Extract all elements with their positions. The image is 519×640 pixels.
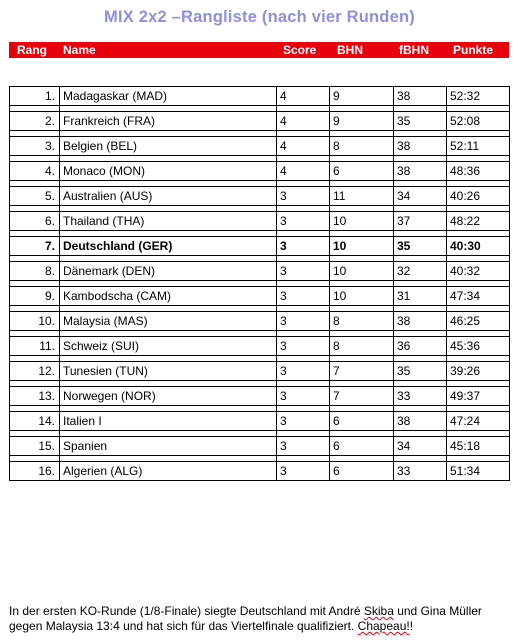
cell-name: Deutschland (GER)	[60, 237, 277, 256]
table-row	[10, 237, 510, 256]
cell-name: Dänemark (DEN)	[60, 262, 277, 281]
cell-score: 3	[277, 287, 330, 306]
header-punkte: Punkte	[453, 43, 494, 57]
cell-punkte: 48:22	[447, 212, 510, 231]
cell-score: 3	[277, 212, 330, 231]
cell-fbhn: 33	[394, 387, 447, 406]
table-row	[10, 212, 510, 231]
header-rang: Rang	[17, 43, 47, 57]
cell-bhn: 10	[330, 262, 394, 281]
cell-name: Schweiz (SUI)	[60, 337, 277, 356]
table-row	[10, 362, 510, 381]
cell-name: Tunesien (TUN)	[60, 362, 277, 381]
cell-score: 4	[277, 162, 330, 181]
cell-bhn: 6	[330, 162, 394, 181]
header-name: Name	[63, 43, 96, 57]
cell-punkte: 52:11	[447, 137, 510, 156]
footer-text	[9, 604, 514, 634]
table-row	[10, 187, 510, 206]
cell-bhn: 6	[330, 412, 394, 431]
table-row	[10, 262, 510, 281]
cell-punkte: 51:34	[447, 462, 510, 481]
cell-fbhn: 35	[394, 237, 447, 256]
cell-fbhn: 33	[394, 462, 447, 481]
ranking-table	[9, 86, 510, 481]
page-title: MIX 2x2 –Rangliste (nach vier Runden)	[104, 8, 415, 26]
header-fbhn: fBHN	[399, 43, 429, 57]
cell-rang: 11.	[10, 337, 60, 356]
cell-punkte: 47:24	[447, 412, 510, 431]
cell-rang: 10.	[10, 312, 60, 331]
header-score: Score	[283, 43, 317, 57]
cell-punkte: 52:08	[447, 112, 510, 131]
cell-punkte: 46:25	[447, 312, 510, 331]
table-row	[10, 312, 510, 331]
cell-rang: 6.	[10, 212, 60, 231]
cell-fbhn: 38	[394, 412, 447, 431]
cell-rang: 8.	[10, 262, 60, 281]
cell-name: Australien (AUS)	[60, 187, 277, 206]
cell-punkte: 39:26	[447, 362, 510, 381]
cell-fbhn: 38	[394, 137, 447, 156]
cell-name: Kambodscha (CAM)	[60, 287, 277, 306]
cell-fbhn: 32	[394, 262, 447, 281]
cell-name: Norwegen (NOR)	[60, 387, 277, 406]
cell-bhn: 8	[330, 312, 394, 331]
cell-score: 4	[277, 137, 330, 156]
cell-rang: 4.	[10, 162, 60, 181]
cell-fbhn: 38	[394, 162, 447, 181]
cell-score: 3	[277, 387, 330, 406]
cell-rang: 1.	[10, 87, 60, 106]
cell-bhn: 9	[330, 112, 394, 131]
cell-punkte: 45:18	[447, 437, 510, 456]
cell-rang: 13.	[10, 387, 60, 406]
cell-rang: 7.	[10, 237, 60, 256]
footer-part3: !	[409, 619, 414, 633]
cell-fbhn: 31	[394, 287, 447, 306]
table-row	[10, 162, 510, 181]
cell-punkte: 45:36	[447, 337, 510, 356]
header-bhn: BHN	[337, 43, 363, 57]
cell-score: 3	[277, 437, 330, 456]
table-row	[10, 462, 510, 481]
cell-bhn: 10	[330, 237, 394, 256]
table-row	[10, 137, 510, 156]
cell-score: 3	[277, 187, 330, 206]
table-row	[10, 387, 510, 406]
ranking-table-body	[10, 87, 510, 481]
cell-rang: 14.	[10, 412, 60, 431]
cell-fbhn: 35	[394, 112, 447, 131]
footer-chapeau: Chapeau!	[357, 619, 410, 633]
cell-fbhn: 38	[394, 87, 447, 106]
cell-fbhn: 34	[394, 437, 447, 456]
cell-score: 3	[277, 412, 330, 431]
cell-bhn: 10	[330, 212, 394, 231]
cell-punkte: 40:30	[447, 237, 510, 256]
cell-punkte: 52:32	[447, 87, 510, 106]
cell-bhn: 8	[330, 137, 394, 156]
cell-fbhn: 34	[394, 187, 447, 206]
table-row	[10, 287, 510, 306]
cell-bhn: 7	[330, 362, 394, 381]
table-row	[10, 87, 510, 106]
cell-bhn: 11	[330, 187, 394, 206]
cell-rang: 15.	[10, 437, 60, 456]
footer-part2: und Gina Müller gegen Malaysia 13:4 und hat sich für das Viertelfinale qualifiziert.	[9, 604, 482, 633]
cell-bhn: 10	[330, 287, 394, 306]
cell-score: 3	[277, 312, 330, 331]
cell-score: 4	[277, 87, 330, 106]
cell-score: 3	[277, 362, 330, 381]
cell-rang: 5.	[10, 187, 60, 206]
cell-fbhn: 37	[394, 212, 447, 231]
cell-name: Frankreich (FRA)	[60, 112, 277, 131]
cell-rang: 2.	[10, 112, 60, 131]
cell-score: 3	[277, 337, 330, 356]
cell-name: Belgien (BEL)	[60, 137, 277, 156]
table-row	[10, 112, 510, 131]
cell-bhn: 7	[330, 387, 394, 406]
cell-rang: 12.	[10, 362, 60, 381]
cell-bhn: 6	[330, 462, 394, 481]
cell-bhn: 9	[330, 87, 394, 106]
cell-bhn: 8	[330, 337, 394, 356]
table-row	[10, 437, 510, 456]
footer-part1: In der ersten KO-Runde (1/8-Finale) siegte Deutschland mit André	[9, 604, 364, 618]
cell-score: 3	[277, 462, 330, 481]
cell-punkte: 40:26	[447, 187, 510, 206]
cell-name: Italien I	[60, 412, 277, 431]
cell-fbhn: 38	[394, 312, 447, 331]
cell-bhn: 6	[330, 437, 394, 456]
cell-name: Malaysia (MAS)	[60, 312, 277, 331]
cell-score: 4	[277, 112, 330, 131]
cell-name: Thailand (THA)	[60, 212, 277, 231]
cell-score: 3	[277, 237, 330, 256]
cell-score: 3	[277, 262, 330, 281]
cell-name: Algerien (ALG)	[60, 462, 277, 481]
cell-punkte: 47:34	[447, 287, 510, 306]
cell-rang: 16.	[10, 462, 60, 481]
cell-punkte: 49:37	[447, 387, 510, 406]
cell-punkte: 40:32	[447, 262, 510, 281]
cell-rang: 9.	[10, 287, 60, 306]
table-row	[10, 412, 510, 431]
cell-name: Monaco (MON)	[60, 162, 277, 181]
table-row	[10, 337, 510, 356]
cell-fbhn: 36	[394, 337, 447, 356]
cell-rang: 3.	[10, 137, 60, 156]
cell-name: Madagaskar (MAD)	[60, 87, 277, 106]
table-header	[9, 42, 509, 58]
cell-fbhn: 35	[394, 362, 447, 381]
cell-name: Spanien	[60, 437, 277, 456]
footer-skiba: Skiba	[363, 604, 394, 618]
cell-punkte: 48:36	[447, 162, 510, 181]
